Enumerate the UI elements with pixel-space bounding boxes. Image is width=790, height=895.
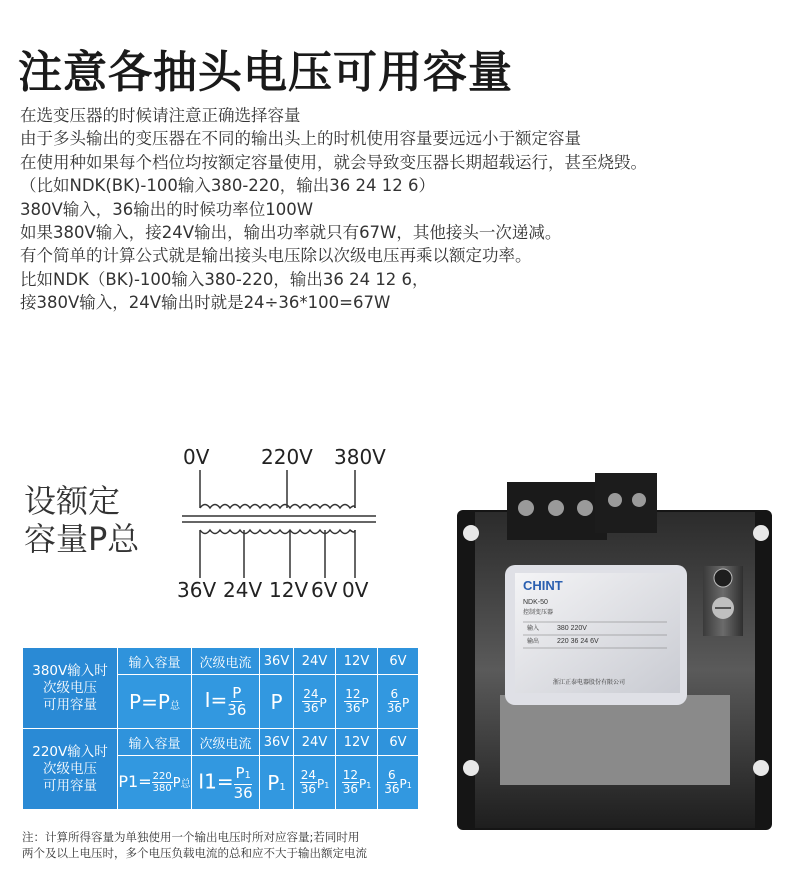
primary-tap-380v: 380V [334,445,386,469]
value-36v: P1 [260,756,294,810]
paragraph: 有个简单的计算公式就是输出接头电压除以次级电压再乘以额定功率。 [20,246,532,266]
set-label-line2: 容量P总 [24,520,140,558]
formula-input: P1= $\frac{220}{380}$ P总 [118,756,192,810]
svg-text:380 220V: 380 220V [557,625,587,632]
brand-logo: CHINT [523,578,563,593]
formula-input: P=P总 [118,675,192,729]
svg-text:浙江正泰电器股份有限公司: 浙江正泰电器股份有限公司 [553,679,626,686]
paragraph: 接380V输入，24V输出时就是24÷36*100=67W [20,293,391,313]
header-6v: 6V [378,729,419,756]
footnote: 注：计算所得容量为单独使用一个输出电压时所对应容量;若同时用 两个及以上电压时，多个电压负载电流的总和应不大于输出额定电流 [22,830,367,860]
header-6v: 6V [378,648,419,675]
row-label-380v: 380V输入时 次级电压 可用容量 [23,648,118,729]
svg-text:控制变压器: 控制变压器 [523,609,554,616]
set-label-line1: 设额定 [24,482,121,520]
primary-tap-0v: 0V [183,445,210,469]
row-label-220v: 220V输入时 次级电压 可用容量 [23,729,118,810]
value-6v: $\frac{6}{36}$ P1 [378,756,419,810]
secondary-tap-6v: 6V [311,578,338,602]
value-12v: $\frac{12}{36}$ P [336,675,378,729]
secondary-tap-36v: 36V [177,578,217,602]
header-input-capacity: 输入容量 [118,729,192,756]
paragraph: 由于多头输出的变压器在不同的输出头上的时机使用容量要远远小于额定容量 [20,129,581,149]
secondary-tap-0v: 0V [342,578,369,602]
formula-current: I= $\frac{P}{36}$ [192,675,260,729]
coil-schematic [180,470,390,580]
header-24v: 24V [294,648,336,675]
header-12v: 12V [336,648,378,675]
svg-text:输入: 输入 [527,625,540,632]
value-36v: P [260,675,294,729]
value-6v: $\frac{6}{36}$ P [378,675,419,729]
secondary-tap-24v: 24V [223,578,263,602]
paragraph: （比如NDK(BK)-100输入380-220，输出36 24 12 6） [20,176,435,196]
header-24v: 24V [294,729,336,756]
paragraph: 如果380V输入，接24V输出，输出功率就只有67W，其他接头一次递减。 [20,223,562,243]
header-36v: 36V [260,729,294,756]
paragraph: 380V输入，36输出的时候功率位100W [20,199,314,219]
paragraph: 比如NDK（BK)-100输入380-220，输出36 24 12 6， [20,269,429,289]
header-secondary-current: 次级电流 [192,648,260,675]
primary-tap-220v: 220V [261,445,313,469]
transformer-diagram [20,440,420,610]
header-36v: 36V [260,648,294,675]
body-text [20,104,780,315]
header-secondary-current: 次级电流 [192,729,260,756]
value-24v: $\frac{24}{36}$ P1 [294,756,336,810]
paragraph: 在选变压器的时候请注意正确选择容量 [20,106,301,125]
header-12v: 12V [336,729,378,756]
paragraph: 在使用种如果每个档位均按额定容量使用，就会导致变压器长期超载运行，甚至烧毁。 [20,152,647,172]
header-input-capacity: 输入容量 [118,648,192,675]
svg-text:220 36 24 6V: 220 36 24 6V [557,638,599,645]
transformer-photo [445,470,780,855]
svg-text:输出: 输出 [527,638,540,645]
formula-current: I1= $\frac{P1}{36}$ [192,756,260,810]
secondary-tap-12v: 12V [269,578,309,602]
value-12v: $\frac{12}{36}$ P1 [336,756,378,810]
svg-text:NDK-50: NDK-50 [523,599,548,606]
page-title: 注意各抽头电压可用容量 [18,47,513,98]
value-24v: $\frac{24}{36}$ P [294,675,336,729]
capacity-table [22,647,419,810]
